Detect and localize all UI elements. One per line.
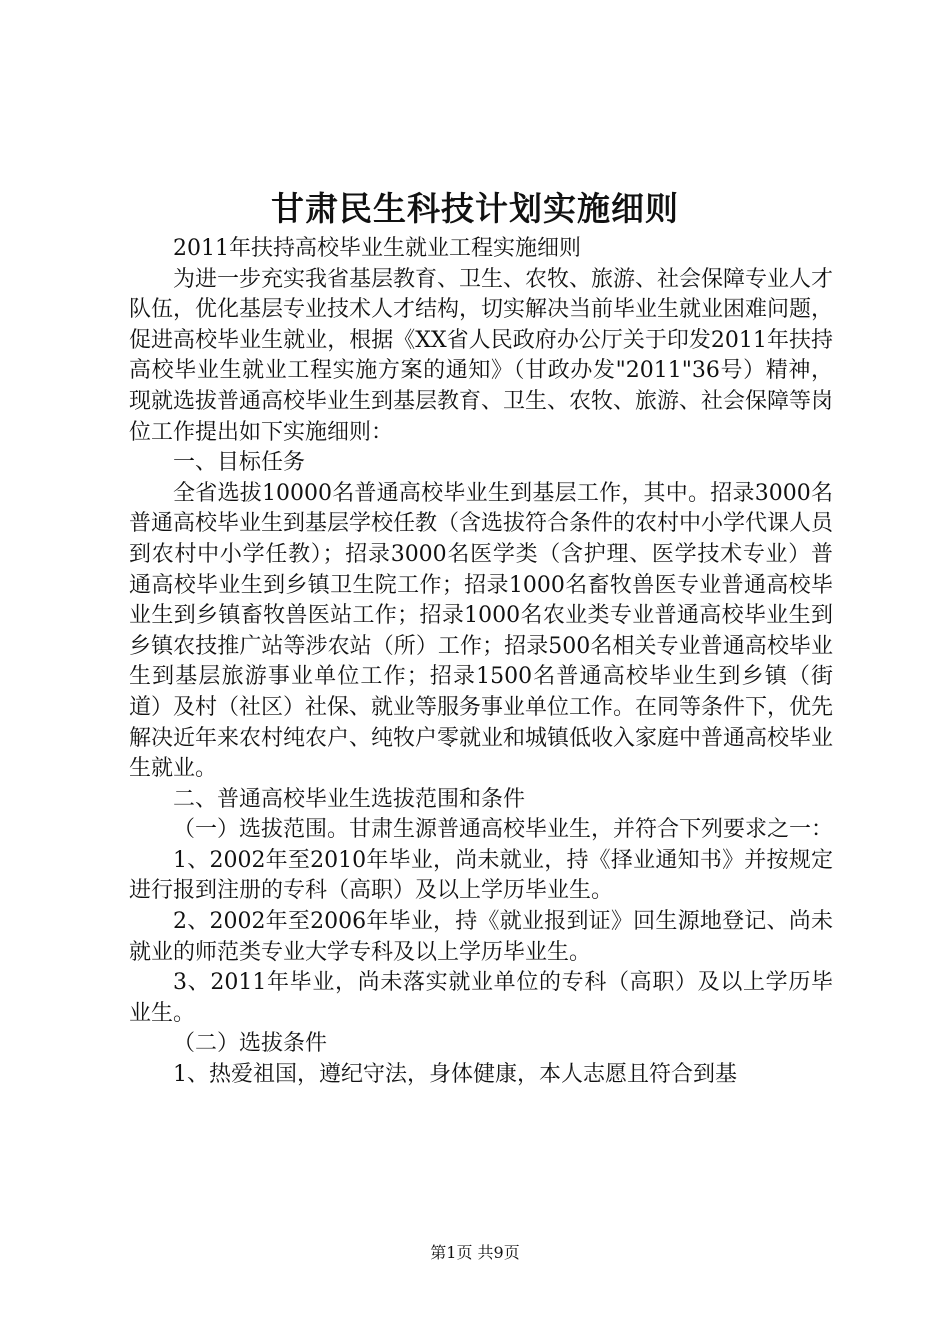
- document-body: [129, 234, 833, 1091]
- subtitle-paragraph: 2011年扶持高校毕业生就业工程实施细则: [173, 236, 581, 261]
- intro-paragraph: 为进一步充实我省基层教育、卫生、农牧、旅游、社会保障专业人才队伍，优化基层专业技术人才结构，切实解决当前毕业生就业困难问题，促进高校毕业生就业，根据《XX省人民政府办公厅关于印发2011年扶持高校毕业生就业工程实施方案的通知》（甘政办发"2011"36号）精神，现就选拔普通高校毕业生到基层教育、卫生、农牧、旅游、社会保障等岗位工作提出如下实施细则：: [129, 266, 834, 445]
- document-title: 甘肃民生科技计划实施细则: [271, 189, 679, 228]
- section-heading-objectives: 一、目标任务: [173, 450, 306, 476]
- page-number-footer: 第1页 共9页: [430, 1243, 520, 1262]
- scope-item-1: 1、2002年至2010年毕业，尚未就业，持《择业通知书》并按规定进行报到注册的专科（高职）及以上学历毕业生。: [129, 847, 833, 904]
- conditions-item-1: 1、热爱祖国，遵纪守法，身体健康，本人志愿且符合到基: [173, 1062, 737, 1088]
- objectives-paragraph: 全省选拔10000名普通高校毕业生到基层工作，其中。招录3000名普通高校毕业生到基层学校任教（含选拔符合条件的农村中小学代课人员到农村中小学任教）；招录3000名医学类（含护理、医学技术专业）普通高校毕业生到乡镇卫生院工作；招录1000名畜牧兽医专业普通高校毕业生到乡镇畜牧兽医站工作；招录1000名农业类专业普通高校毕业生到乡镇农技推广站等涉农站（所）工作；招录500名相关专业普通高校毕业生到基层旅游事业单位工作；招录1500名普通高校毕业生到乡镇（街道）及村（社区）社保、就业等服务事业单位工作。在同等条件下，优先解决近年来农村纯农户、纯牧户零就业和城镇低收入家庭中普通高校毕业生就业。: [129, 480, 834, 782]
- scope-item-2: 2、2002年至2006年毕业，持《就业报到证》回生源地登记、尚未就业的师范类专业大学专科及以上学历毕业生。: [129, 909, 833, 965]
- scope-paragraph: （一）选拔范围。甘肃生源普通高校毕业生，并符合下列要求之一：: [173, 817, 834, 843]
- scope-item-3: 3、2011年毕业，尚未落实就业单位的专科（高职）及以上学历毕业生。: [129, 970, 833, 1026]
- subsection-heading-conditions: （二）选拔条件: [173, 1031, 328, 1057]
- section-heading-scope: 二、普通高校毕业生选拔范围和条件: [173, 786, 526, 812]
